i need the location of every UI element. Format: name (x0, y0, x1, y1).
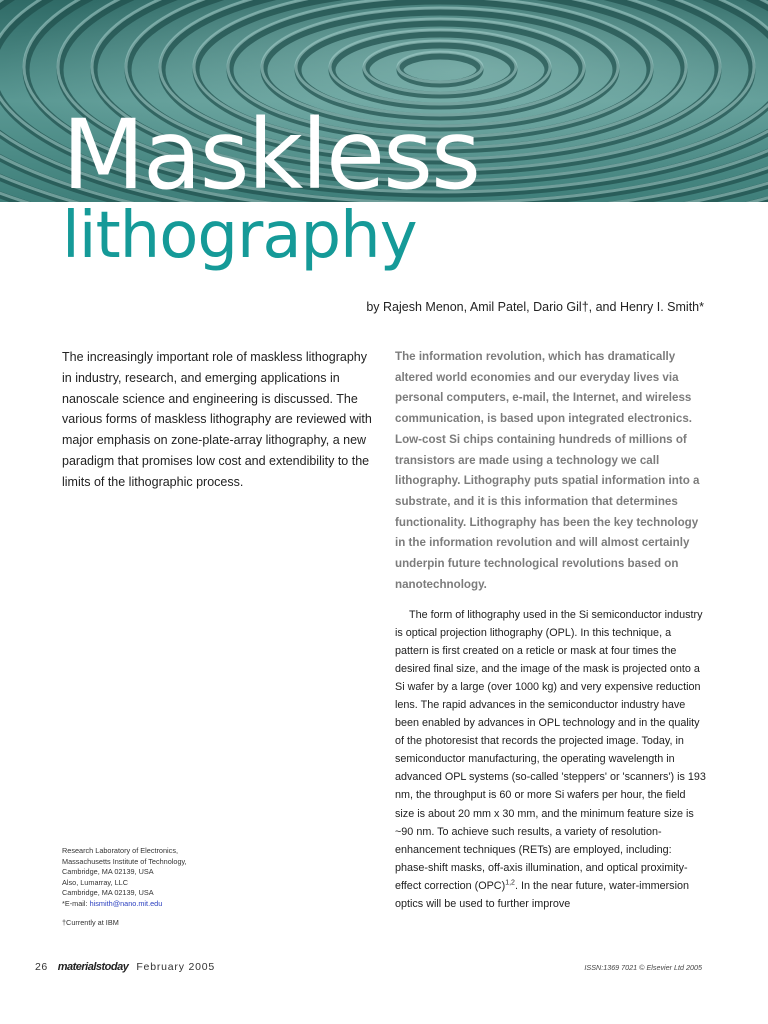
author-byline: by Rajesh Menon, Amil Patel, Dario Gil†, and Henry I. Smith* (366, 300, 704, 314)
abstract-paragraph: The increasingly important role of maskless lithography in industry, research, and emerging applications in nanoscale science and engineering is discussed. The various forms of maskless lithography are reviewed with major emphasis on zone-plate-array lithography, a new paradigm that promises low cost and extendibility to the limits of the lithographic process. (62, 350, 372, 489)
author-footnote: †Currently at IBM (62, 918, 119, 927)
page-number: 26 (35, 961, 48, 973)
body-paragraph (395, 606, 707, 913)
journal-logo: materialstoday (57, 961, 129, 973)
email-line (62, 899, 312, 910)
affiliation-line: Cambridge, MA 02139, USA (62, 888, 154, 898)
body-text-tail: . In the near future, water-immersion optics will be used to further improve (395, 879, 689, 910)
affiliation-line: Research Laboratory of Electronics, (62, 846, 178, 855)
issn-copyright: ISSN:1369 7021 © Elsevier Ltd 2005 (584, 963, 702, 972)
page-footer (35, 961, 215, 973)
lead-paragraph: The information revolution, which has dramatically altered world economies and our everyday lives via personal computers, e-mail, the Internet, and wireless communication, is based upon integrated electronics. Low-cost Si chips containing hundreds of millions of transistors are made using a technology we call lithography. Lithography puts spatial information into a substrate, and it is this information that determines functionality. Lithography has been the key technology in the information revolution and will almost certainly underpin future technological revolutions based on nanotechnology. (395, 350, 700, 591)
issue-date: February 2005 (136, 961, 216, 973)
email-label: *E-mail: (62, 898, 90, 908)
citation-superscript: 1,2 (505, 879, 515, 887)
article-title-line2: lithography (62, 199, 417, 273)
author-affiliation (62, 846, 312, 910)
article-title-line1: Maskless (62, 99, 480, 211)
affiliation-line: Cambridge, MA 02139, USA (62, 867, 154, 877)
affiliation-line: Also, Lumarray, LLC (62, 877, 128, 887)
body-text: The form of lithography used in the Si semiconductor industry is optical projection lithography (OPL). In this technique, a pattern is first created on a reticle or mask at four times the desired final size, and the image of the mask is projected onto a Si wafer by a large (over 1000 kg) and very expensive reduction lens. The rapid advances in the semiconductor industry have been enabled by advances in OPL technology and in the quality of the photoresist that records the projected image. Today, in semiconductor manufacturing, the operating wavelength in advanced OPL systems (so-called 'steppers' or 'scanners') is 193 nm, the throughput is 60 or more Si wafers per hour, the field size is about 20 mm x 30 mm, and the minimum feature size is ~90 nm. To achieve such results, a variety of resolution-enhancement techniques (RETs) are employed, including: phase-shift masks, off-axis illumination, and optical proximity-effect correction (OPC) (395, 609, 706, 892)
email-link[interactable]: hismith@nano.mit.edu (89, 898, 163, 908)
affiliation-line: Massachusetts Institute of Technology, (62, 856, 187, 866)
